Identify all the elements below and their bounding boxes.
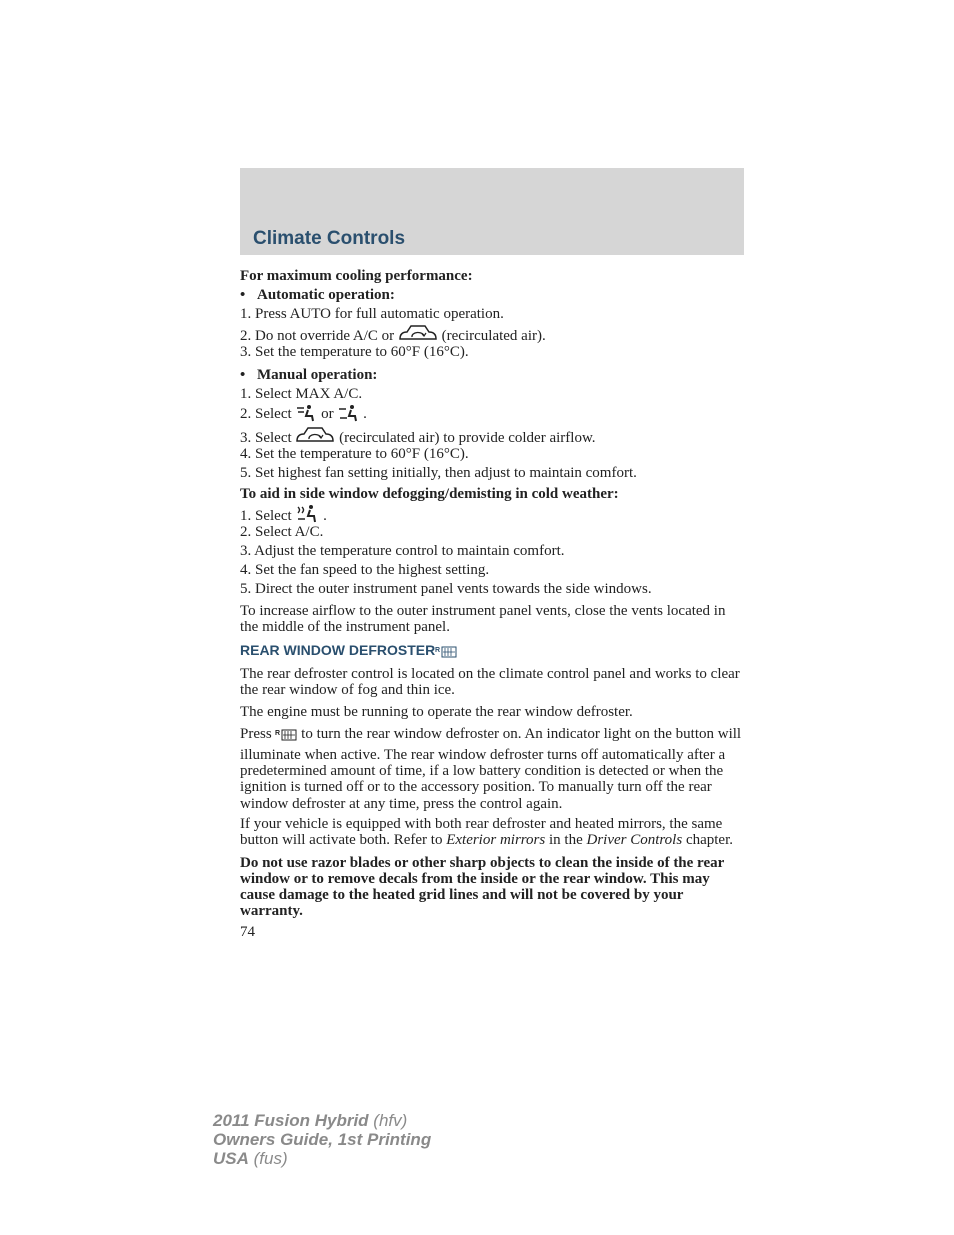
auto-step-1: 1. Press AUTO for full automatic operation. xyxy=(240,306,504,322)
chapter-title: Climate Controls xyxy=(253,228,406,249)
manual-step-1: 1. Select MAX A/C. xyxy=(240,386,363,402)
rear-para-2: The engine must be running to operate the rear window defroster. xyxy=(240,704,633,721)
auto-step-3: 3. Set the temperature to 60°F (16°C). xyxy=(240,344,469,360)
manual-operation-label: • Manual operation: xyxy=(240,367,378,383)
rear-para-4: If your vehicle is equipped with both rear defroster and heated mirrors, the same button will activate both. Refer to Exterior mirrors in the Driver Controls chapter. xyxy=(240,815,733,849)
manual-step-3: 3. Select (recirculated air) to provide colder airflow. xyxy=(240,426,746,445)
defog-step-1: 1. Select . xyxy=(240,504,746,523)
warning-text: Do not use razor blades or other sharp objects to clean the inside of the rear window or to remove decals from the inside or the rear window. This may cause damage to the heated grid lines and will not be covered by your warranty. xyxy=(240,854,724,920)
manual-step-5: 5. Set highest fan setting initially, then adjust to maintain comfort. xyxy=(240,465,637,481)
defog-note: To increase airflow to the outer instrument panel vents, close the vents located in the middle of the instrument panel. xyxy=(240,603,726,636)
defog-heading: To aid in side window defogging/demisting in cold weather: xyxy=(240,486,619,502)
defog-step-4: 4. Set the fan speed to the highest setting. xyxy=(240,562,490,578)
chapter-header xyxy=(240,168,744,255)
document-footer xyxy=(213,1111,431,1168)
page-content xyxy=(240,267,746,942)
defog-step-3: 3. Adjust the temperature control to maintain comfort. xyxy=(240,543,565,559)
driver-controls-reference: Driver Controls xyxy=(586,832,683,849)
manual-step-2: 2. Select or . xyxy=(240,404,746,423)
rear-para-3: Press R to turn the rear window defroster on. An indicator light on the button will illuminate when active. The rear window defroster turns off automatically after a predetermined amount of time, if a low battery condition is detected or when the ignition is turned off or to the accessory position. To manually turn off the rear window defroster at any time, press the control again. xyxy=(240,726,742,812)
auto-step-2: 2. Do not override A/C or (recirculated air). xyxy=(240,324,746,343)
exterior-mirrors-reference: Exterior mirrors xyxy=(446,832,546,849)
auto-operation-label: • Automatic operation: xyxy=(240,287,395,303)
svg-text:R: R xyxy=(435,646,441,654)
footer-line-1: 2011 Fusion Hybrid (hfv) xyxy=(213,1111,408,1130)
manual-step-4: 4. Set the temperature to 60°F (16°C). xyxy=(240,446,469,462)
panel-airflow-icon xyxy=(295,404,317,428)
rear-defroster-title: REAR WINDOW DEFROSTER R xyxy=(240,641,746,660)
panel-floor-airflow-icon xyxy=(337,404,359,428)
svg-text:R: R xyxy=(275,730,281,738)
rear-defrost-icon xyxy=(435,645,457,664)
footer-line-2: Owners Guide, 1st Printing xyxy=(213,1130,432,1149)
footer-line-3: USA (fus) xyxy=(213,1149,288,1168)
cooling-heading: For maximum cooling performance: xyxy=(240,268,473,284)
rear-defrost-icon xyxy=(275,728,297,746)
page-number: 74 xyxy=(240,923,255,940)
defog-step-5: 5. Direct the outer instrument panel vents towards the side windows. xyxy=(240,581,652,597)
rear-para-1: The rear defroster control is located on the climate control panel and works to clear the rear window of fog and thin ice. xyxy=(240,665,740,698)
defog-step-2: 2. Select A/C. xyxy=(240,524,324,540)
